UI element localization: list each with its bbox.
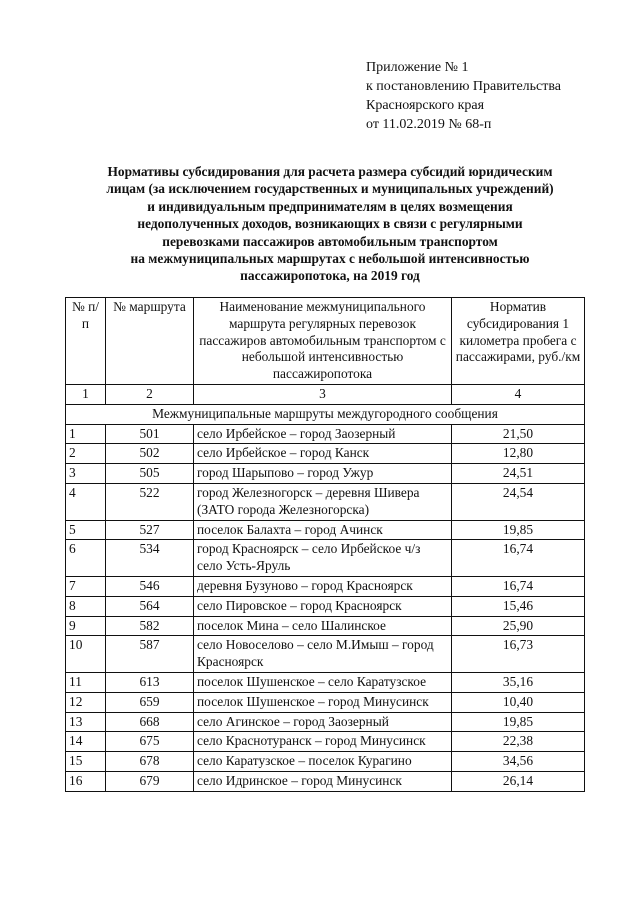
row-number: 11	[66, 672, 106, 692]
subsidy-rate: 34,56	[452, 752, 585, 772]
table-row	[66, 771, 585, 791]
table-body	[66, 424, 585, 791]
subsidy-rate: 19,85	[452, 712, 585, 732]
document-title	[40, 163, 620, 285]
route-name: поселок Мина – село Шалинское	[194, 616, 452, 636]
row-number: 7	[66, 576, 106, 596]
route-number: 546	[106, 576, 194, 596]
route-name: село Пировское – город Красноярск	[194, 596, 452, 616]
row-number: 1	[66, 424, 106, 444]
section-row	[66, 404, 585, 424]
subsidy-rate: 16,74	[452, 576, 585, 596]
title-line: лицам (за исключением государственных и муниципальных учреждений)	[106, 181, 554, 197]
title-line: недополученных доходов, возникающих в связи с регулярными	[137, 216, 523, 232]
subsidy-rate: 10,40	[452, 692, 585, 712]
route-number: 564	[106, 596, 194, 616]
row-number: 10	[66, 636, 106, 673]
table-row	[66, 672, 585, 692]
subsidy-rate: 19,85	[452, 520, 585, 540]
subsidy-rate: 16,73	[452, 636, 585, 673]
title-line: перевозками пассажиров автомобильным транспортом	[162, 233, 498, 249]
route-name: поселок Шушенское – село Каратузское	[194, 672, 452, 692]
header-name: Наименование межмуниципального маршрута регулярных перевозок пассажиров автомобильным транспортом с небольшой интенсивностью пассажиропотока	[194, 298, 452, 385]
subsidy-rate: 26,14	[452, 771, 585, 791]
table-row	[66, 444, 585, 464]
table-row	[66, 692, 585, 712]
header-row	[66, 298, 585, 385]
column-index-row	[66, 384, 585, 404]
route-name: село Идринское – город Минусинск	[194, 771, 452, 791]
route-number: 527	[106, 520, 194, 540]
subsidy-rate: 16,74	[452, 540, 585, 577]
row-number: 6	[66, 540, 106, 577]
table-row	[66, 464, 585, 484]
table-row	[66, 712, 585, 732]
row-number: 14	[66, 732, 106, 752]
table-row	[66, 576, 585, 596]
table-row	[66, 483, 585, 520]
route-name: деревня Бузуново – город Красноярск	[194, 576, 452, 596]
table-row	[66, 732, 585, 752]
section-title: Межмуниципальные маршруты междугородного сообщения	[66, 404, 585, 424]
route-name: город Красноярск – село Ирбейское ч/з село Усть-Яруль	[194, 540, 452, 577]
row-number: 15	[66, 752, 106, 772]
column-index: 4	[452, 384, 585, 404]
table-row	[66, 540, 585, 577]
route-number: 613	[106, 672, 194, 692]
header-num: № п/п	[66, 298, 106, 385]
appendix-line: Приложение № 1	[366, 60, 469, 75]
appendix-block	[366, 58, 561, 134]
subsidy-rate: 21,50	[452, 424, 585, 444]
route-number: 587	[106, 636, 194, 673]
table-row	[66, 616, 585, 636]
subsidy-rate: 24,54	[452, 483, 585, 520]
route-number: 505	[106, 464, 194, 484]
row-number: 3	[66, 464, 106, 484]
route-name: село Агинское – город Заозерный	[194, 712, 452, 732]
row-number: 2	[66, 444, 106, 464]
subsidy-rate: 22,38	[452, 732, 585, 752]
route-number: 678	[106, 752, 194, 772]
title-line: и индивидуальным предпринимателям в целях возмещения	[147, 198, 513, 214]
title-line: пассажиропотока, на 2019 год	[240, 268, 420, 284]
title-line: на межмуниципальных маршрутах с небольшой интенсивностью	[130, 251, 530, 267]
route-name: село Ирбейское – город Заозерный	[194, 424, 452, 444]
route-number: 582	[106, 616, 194, 636]
row-number: 9	[66, 616, 106, 636]
route-name: село Ирбейское – город Канск	[194, 444, 452, 464]
route-name: город Железногорск – деревня Шивера (ЗАТО города Железногорска)	[194, 483, 452, 520]
table-row	[66, 752, 585, 772]
header-route: № маршрута	[106, 298, 194, 385]
appendix-line: к постановлению Правительства	[366, 79, 562, 94]
subsidy-rate: 25,90	[452, 616, 585, 636]
table-row	[66, 596, 585, 616]
row-number: 4	[66, 483, 106, 520]
route-number: 679	[106, 771, 194, 791]
row-number: 12	[66, 692, 106, 712]
subsidy-rate: 35,16	[452, 672, 585, 692]
column-index: 2	[106, 384, 194, 404]
subsidy-rate: 15,46	[452, 596, 585, 616]
row-number: 8	[66, 596, 106, 616]
column-index: 3	[194, 384, 452, 404]
route-number: 534	[106, 540, 194, 577]
route-name: город Шарыпово – город Ужур	[194, 464, 452, 484]
table-row	[66, 424, 585, 444]
route-name: поселок Шушенское – город Минусинск	[194, 692, 452, 712]
table-row	[66, 636, 585, 673]
subsidy-rate: 12,80	[452, 444, 585, 464]
row-number: 13	[66, 712, 106, 732]
subsidy-rate: 24,51	[452, 464, 585, 484]
row-number: 5	[66, 520, 106, 540]
route-name: село Каратузское – поселок Курагино	[194, 752, 452, 772]
column-index: 1	[66, 384, 106, 404]
table-row	[66, 520, 585, 540]
route-number: 659	[106, 692, 194, 712]
route-number: 522	[106, 483, 194, 520]
title-line: Нормативы субсидирования для расчета размера субсидий юридическим	[107, 164, 553, 179]
route-name: село Краснотуранск – город Минусинск	[194, 732, 452, 752]
route-number: 501	[106, 424, 194, 444]
route-number: 675	[106, 732, 194, 752]
appendix-line: от 11.02.2019 № 68-п	[366, 117, 492, 132]
route-name: село Новоселово – село М.Имыш – город Красноярск	[194, 636, 452, 673]
row-number: 16	[66, 771, 106, 791]
route-name: поселок Балахта – город Ачинск	[194, 520, 452, 540]
route-number: 668	[106, 712, 194, 732]
route-number: 502	[106, 444, 194, 464]
norms-table	[65, 297, 585, 792]
header-rate: Норматив субсидирования 1 километра пробега с пассажирами, руб./км	[452, 298, 585, 385]
appendix-line: Красноярского края	[366, 98, 485, 113]
